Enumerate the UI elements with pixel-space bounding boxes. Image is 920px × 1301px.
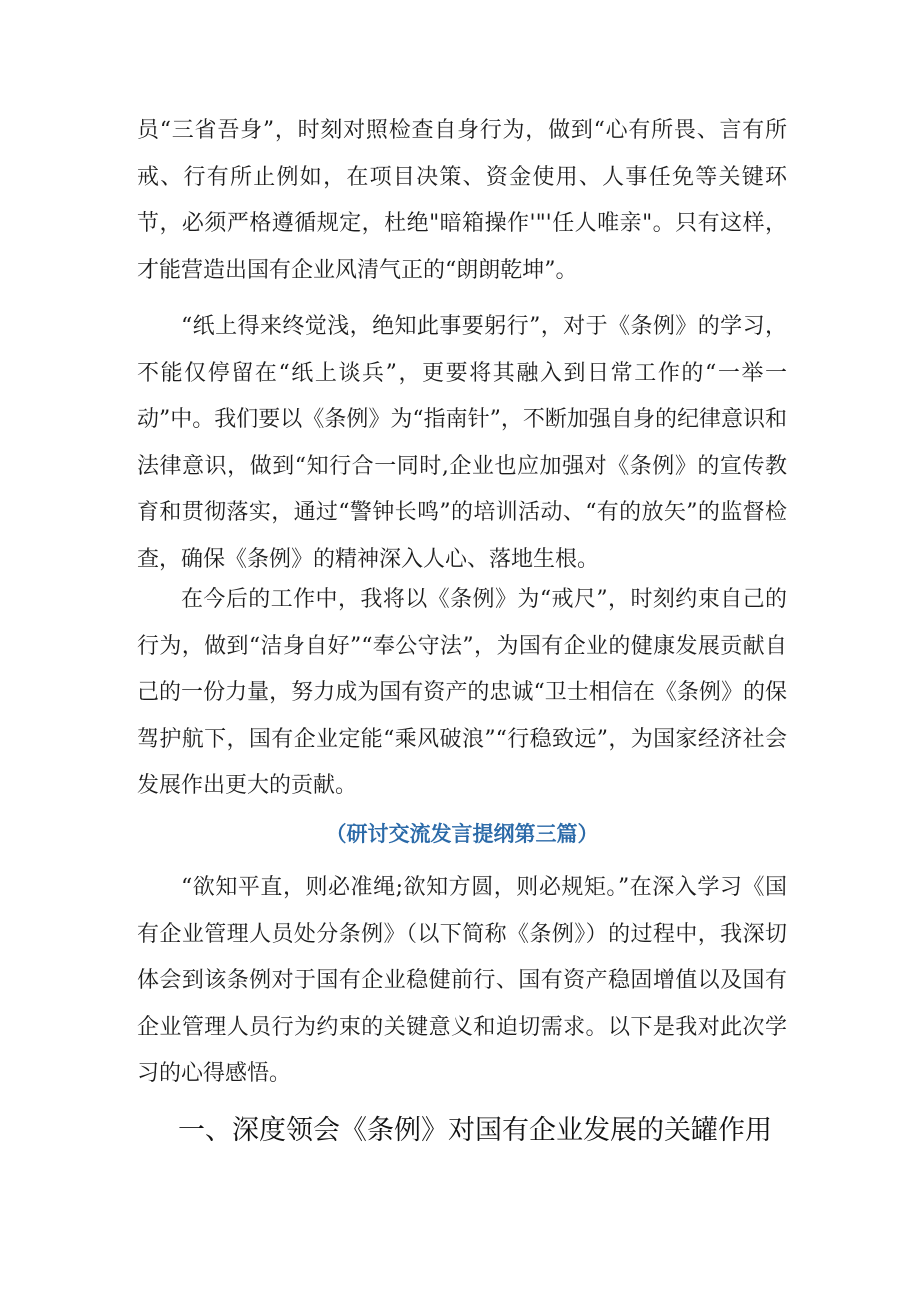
section-subtitle: （研讨交流发言提纲第三篇） xyxy=(325,821,599,846)
paragraph-introduction: “欲知平直，则必准绳;欲知方圆，则必规矩。”在深入学习《国有企业管理人员处分条例》（以下简称《条例》）的过程中，我深切体会到该条例对于国有企业稳健前行、国有资产稳固增值以及国有企业管理人员行为约束的关键意义和迫切需求。以下是我对此次学习的心得感悟。 xyxy=(137,875,787,1086)
paragraph-continued: 员“三省吾身”，时刻对照检查自身行为，做到“心有所畏、言有所戒、行有所止例如，在项目决策、资金使用、人事任免等关键环节，必须严格遵循规定，杜绝"暗箱操作'"'任人唯亲"。只有这样，才能营造出国有企业风清气正的“朗朗乾坤”。 xyxy=(137,118,787,283)
paragraph-paper-learning: “纸上得来终觉浅，绝知此事要躬行”，对于《条例》的学习，不能仅停留在“纸上谈兵”，更要将其融入到日常工作的“一举一动”中。我们要以《条例》为“指南针”，不断加强自身的纪律意识和法律意识，做到“知行合一同时,企业也应加强对《条例》的宣传教育和贯彻落实，通过“警钟长鸣”的培训活动、“有的放矢”的监督检查，确保《条例》的精神深入人心、落地生根。 xyxy=(137,314,787,572)
paragraph-future-work: 在今后的工作中，我将以《条例》为“戒尺”，时刻约束自己的行为，做到“洁身自好”“奉公守法”，为国有企业的健康发展贡献自己的一份力量，努力成为国有资产的忠诚“卫士相信在《条例》的保驾护航下，国有企业定能“乘风破浪”“行稳致远”，为国家经济社会发展作出更大的贡献。 xyxy=(137,587,787,798)
section-heading: 一、深度领会《条例》对国有企业发展的关罐作用 xyxy=(178,1115,772,1146)
